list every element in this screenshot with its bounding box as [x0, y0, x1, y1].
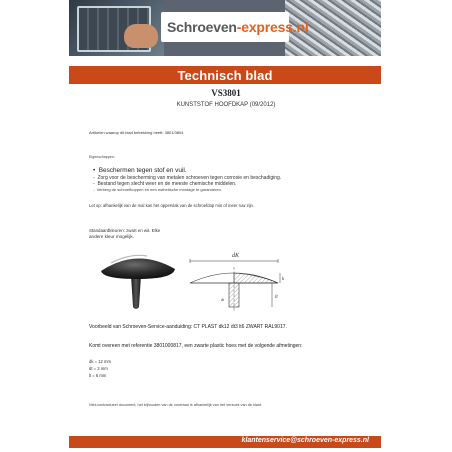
title-banner: [69, 66, 381, 84]
other-colors: andere kleur mogelijk.: [89, 234, 134, 239]
cap-photo: [97, 245, 179, 315]
dt-label: dt: [221, 297, 225, 302]
property-bullet: - Zorg voor de bescherming van metalen schroeven tegen corrosie en beschadiging.: [93, 175, 282, 181]
technical-drawing: [180, 245, 290, 315]
reference-line: Komt overeen met referentie 3801000817, een zwarte plastic hoes met de volgende afmetingen:: [89, 343, 303, 349]
footer-bar: [69, 436, 381, 448]
property-bullet: - Bestand tegen slecht weer en de meeste chemische middelen.: [93, 181, 237, 187]
property-bullet: - Verberg de schroefkoppen en een esthetische montage te garanderen.: [93, 187, 222, 192]
surface-note: Let op: afhankelijk van de mal kan het oppervlak van de schroefdop min of meer ruw zijn.: [89, 203, 255, 208]
banner-title: Technisch blad: [177, 67, 273, 83]
document-subtitle: KUNSTSTOF HOOFDKAP (09/2012): [176, 102, 276, 108]
header-banner: [69, 0, 381, 56]
dimension-item: lt = 6 mm: [89, 373, 107, 378]
logo-accent: -express.nl: [236, 19, 309, 35]
cap-section-right: [234, 273, 278, 283]
example-designation: Voorbeeld van Schroeven-Service-aanduiding: CT PLAST dk12 dt3 lt6 ZWART RAL9017.: [89, 324, 287, 330]
property-bullet: • Beschermen tegen stof en vuil.: [93, 167, 187, 174]
document-id: VS3801: [211, 88, 241, 98]
dimension-item: dt = 3 mm: [89, 366, 108, 371]
cap-head: [101, 258, 175, 279]
footer-email[interactable]: klantenservice@schroeven-express.nl: [241, 437, 369, 444]
logo-main: Schroeven: [167, 19, 237, 35]
disclaimer: Niet-contractueel document, het bijhouden van de voorraad is afhankelijk van het verzoek van de klant.: [89, 403, 263, 407]
dimension-item: dk = 12 mm: [89, 359, 111, 364]
standard-colors: Standaardkleuren: zwart en wit. Elke: [89, 228, 161, 233]
tools-photo: [69, 0, 164, 56]
k-label: k: [282, 277, 285, 282]
properties-heading: Eigenschappen:: [89, 155, 115, 159]
lt-label: lt: [275, 295, 278, 300]
dk-label: dK: [232, 253, 240, 259]
site-logo[interactable]: [167, 19, 309, 35]
cap-pin: [131, 275, 141, 309]
hand: [124, 24, 158, 48]
articles-line: Artikelen waarop dit blad betrekking heeft: 3801/3804: [89, 130, 184, 135]
